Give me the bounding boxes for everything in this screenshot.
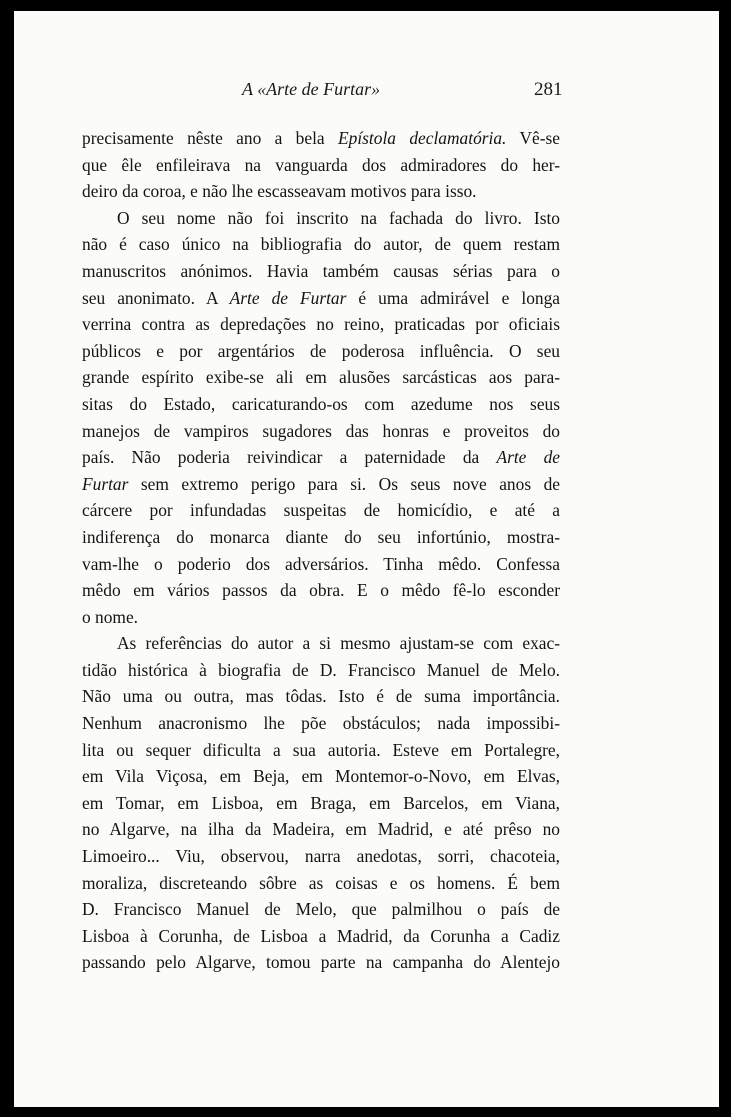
italic-title: Epístola declamatória. — [338, 128, 507, 148]
text-line — [82, 896, 560, 923]
text-run: no Algarve, na ilha da Madeira, em Madrid, e até prêso no — [82, 819, 560, 840]
text-line — [82, 816, 560, 843]
text-line — [82, 125, 560, 152]
text-run: verrina contra as depredações no reino, praticadas por oficiais — [82, 314, 560, 335]
text-run: grande espírito exibe-se ali em alusões sarcásticas aos para- — [82, 367, 560, 388]
text-line — [82, 338, 560, 365]
text-run: indiferença do monarca diante do seu infortúnio, mostra- — [82, 526, 560, 547]
text-line — [82, 444, 560, 471]
text-line — [82, 364, 560, 391]
text-line — [82, 577, 560, 604]
text-run: deiro da coroa, e não lhe escasseavam motivos para isso. — [82, 181, 477, 202]
text-run: é uma admirável e longa — [346, 287, 560, 308]
text-line — [82, 763, 560, 790]
text-run: sem extremo perigo para si. Os seus nove anos de — [128, 473, 560, 494]
text-run: públicos e por argentários de poderosa influência. O seu — [82, 340, 560, 361]
text-line — [82, 391, 560, 418]
text-line — [82, 843, 560, 870]
text-run: Lisboa à Corunha, de Lisboa a Madrid, da Corunha a Cadiz — [82, 925, 560, 946]
text-line — [82, 710, 560, 737]
text-line — [82, 737, 560, 764]
text-run: lita ou sequer dificulta a sua autoria. Esteve em Portalegre, — [82, 739, 560, 760]
text-run: moraliza, discreteando sôbre as coisas e os homens. É bem — [82, 872, 560, 893]
text-line — [82, 949, 560, 976]
running-title: A «Arte de Furtar» — [242, 79, 381, 99]
text-line — [82, 683, 560, 710]
text-run: Vê-se — [506, 128, 560, 148]
body-text — [82, 125, 560, 976]
italic-title: Arte de — [496, 447, 561, 468]
text-line — [82, 285, 560, 312]
italic-title: Furtar — [82, 473, 129, 494]
text-run: vam-lhe o poderio dos adversários. Tinha mêdo. Confessa — [82, 553, 560, 574]
text-run: tidão histórica à biografia de D. Francisco Manuel de Melo. — [82, 659, 560, 680]
text-line — [82, 657, 560, 684]
text-run: manuscritos anónimos. Havia também causas sérias para o — [82, 260, 560, 281]
text-run: Limoeiro... Viu, observou, narra anedotas, sorri, chacoteia, — [82, 846, 560, 867]
text-line — [82, 205, 560, 232]
page-header — [14, 79, 719, 107]
paragraph-1 — [82, 125, 560, 205]
text-line — [82, 630, 560, 657]
text-line — [82, 311, 560, 338]
text-line — [82, 923, 560, 950]
text-run: em Vila Viçosa, em Beja, em Montemor-o-Novo, em Elvas, — [82, 766, 560, 787]
text-line — [82, 258, 560, 285]
text-run: mêdo em vários passos da obra. E o mêdo fê-lo esconder — [82, 580, 560, 601]
text-run: país. Não poderia reivindicar a paternidade da — [82, 447, 497, 468]
text-line — [82, 178, 560, 205]
paragraph-2 — [82, 205, 560, 631]
text-run: o nome. — [82, 606, 139, 627]
text-line — [82, 152, 560, 179]
scanned-page — [14, 11, 719, 1107]
text-run: sitas do Estado, caricaturando-os com azedume nos seus — [82, 393, 560, 414]
text-run: em Tomar, em Lisboa, em Braga, em Barcelos, em Viana, — [82, 792, 560, 813]
text-run: passando pelo Algarve, tomou parte na campanha do Alentejo — [82, 952, 560, 973]
text-line — [82, 790, 560, 817]
text-run: Nenhum anacronismo lhe põe obstáculos; nada impossibi- — [82, 713, 560, 734]
text-line — [82, 471, 560, 498]
text-run: O seu nome não foi inscrito na fachada do livro. Isto — [117, 207, 560, 228]
text-run: cárcere por infundadas suspeitas de homicídio, e até a — [82, 500, 560, 521]
text-run: Não uma ou outra, mas tôdas. Isto é de suma importância. — [82, 686, 560, 707]
text-run: As referências do autor a si mesmo ajustam-se com exac- — [117, 633, 560, 654]
text-line — [82, 870, 560, 897]
text-line — [82, 551, 560, 578]
page-number: 281 — [534, 79, 563, 100]
text-run: precisamente nêste ano a bela — [82, 128, 338, 148]
text-run: que êle enfileirava na vanguarda dos admiradores do her- — [82, 154, 560, 175]
text-line — [82, 497, 560, 524]
text-run: manejos de vampiros sugadores das honras e proveitos do — [82, 420, 560, 441]
italic-title: Arte de Furtar — [229, 287, 347, 308]
text-line — [82, 524, 560, 551]
paragraph-3 — [82, 630, 560, 976]
text-run: não é caso único na bibliografia do autor, de quem restam — [82, 234, 560, 255]
text-run: seu anonimato. A — [82, 287, 230, 308]
text-run: D. Francisco Manuel de Melo, que palmilhou o país de — [82, 899, 560, 920]
text-line — [82, 418, 560, 445]
text-line — [82, 604, 560, 631]
text-line — [82, 231, 560, 258]
